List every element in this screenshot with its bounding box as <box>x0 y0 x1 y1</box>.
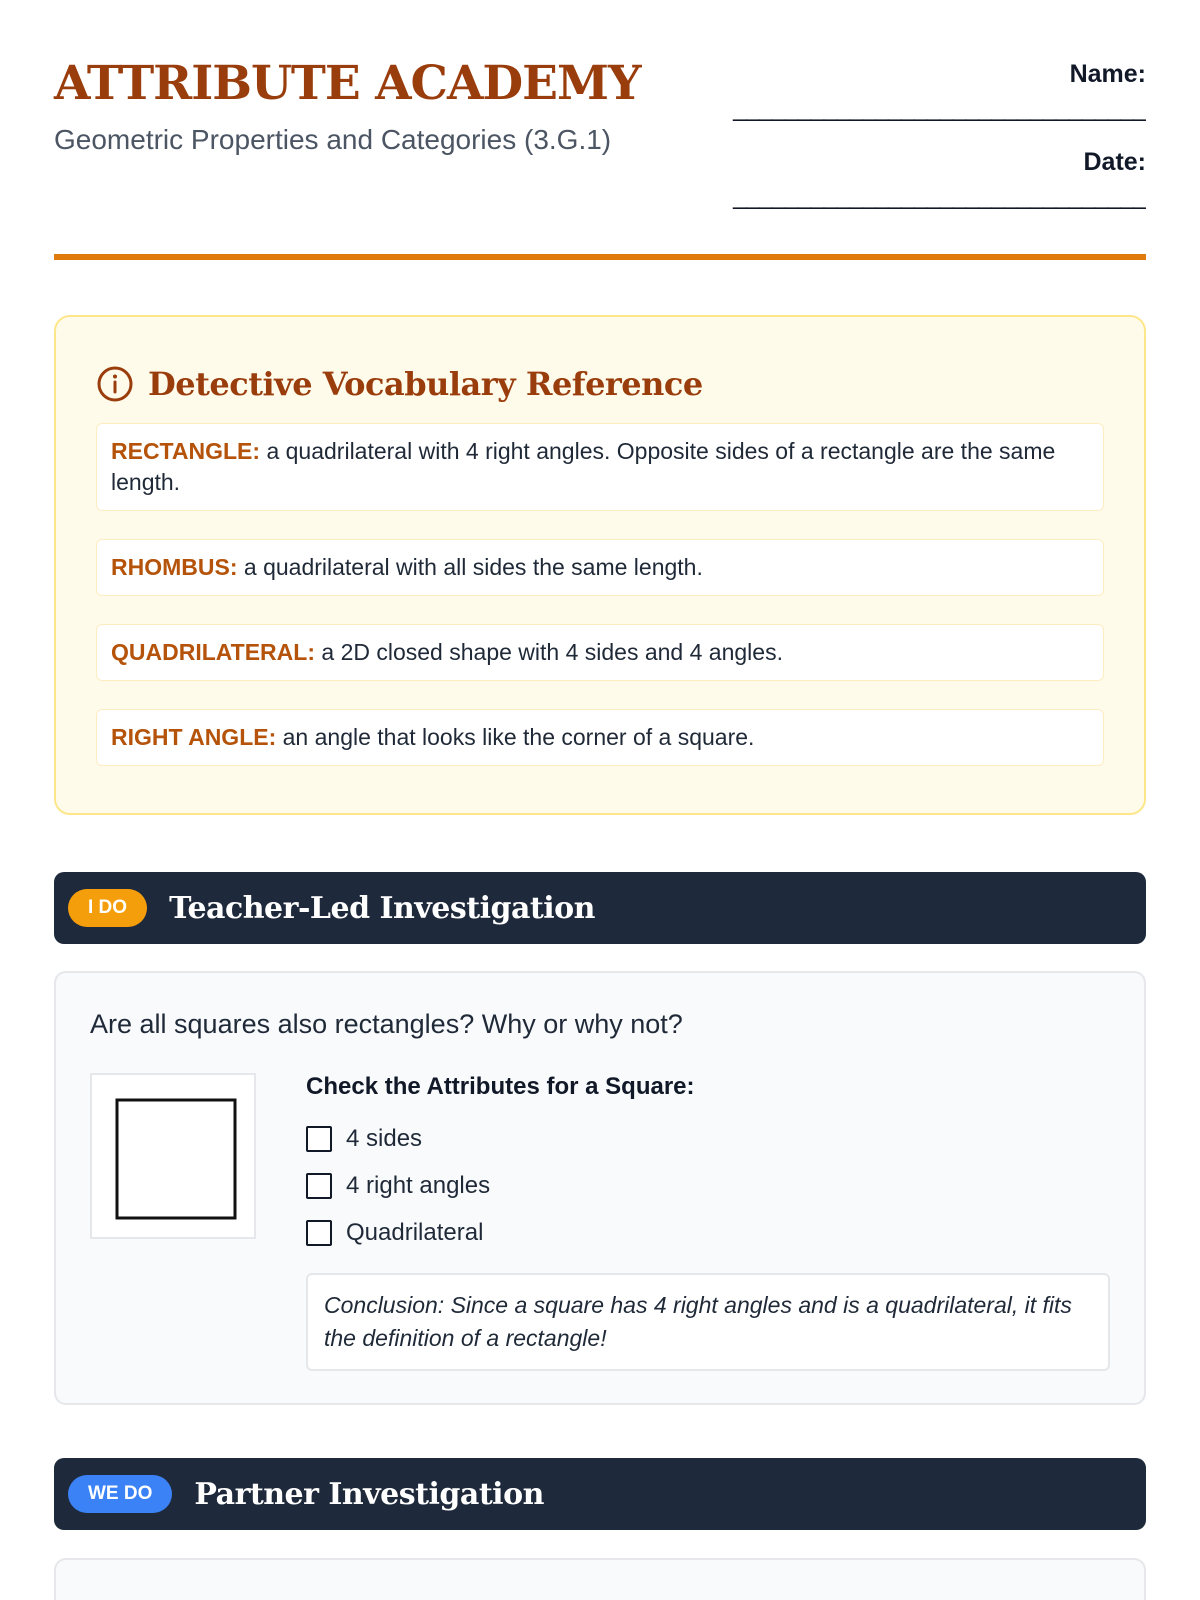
checklist-item[interactable] <box>306 1209 1110 1256</box>
we-do-card <box>54 1558 1146 1600</box>
checklist-item-label: 4 right angles <box>346 1171 491 1199</box>
page-title: ATTRIBUTE ACADEMY <box>54 56 641 111</box>
vocab-term <box>96 539 1104 596</box>
i-do-section-header <box>54 872 1146 944</box>
term-definition: a 2D closed shape with 4 sides and 4 angles. <box>315 639 783 665</box>
checkbox[interactable] <box>306 1220 332 1246</box>
term-name: RIGHT ANGLE: <box>111 724 277 750</box>
info-icon <box>96 365 134 403</box>
student-fields <box>686 54 1146 210</box>
investigation-question: Are all squares also rectangles? Why or why not? <box>90 1009 683 1039</box>
vocabulary-title: Detective Vocabulary Reference <box>148 365 703 403</box>
term-definition: a quadrilateral with 4 right angles. Opposite sides of a rectangle are the same length. <box>111 438 1056 495</box>
header-divider <box>54 254 1146 260</box>
conclusion-box: Conclusion: Since a square has 4 right angles and is a quadrilateral, it fits the definition of a rectangle! <box>306 1273 1110 1371</box>
page-subtitle: Geometric Properties and Categories (3.G.1) <box>54 124 612 155</box>
date-blank[interactable]: ________________________________ <box>733 182 1146 210</box>
we-do-section-header <box>54 1458 1146 1530</box>
term-definition: a quadrilateral with all sides the same length. <box>237 554 703 580</box>
we-do-title: Partner Investigation <box>194 1476 544 1512</box>
term-name: RHOMBUS: <box>111 554 238 580</box>
square-shape <box>92 1075 254 1237</box>
name-blank[interactable]: ________________________________ <box>733 94 1146 122</box>
checklist-item[interactable] <box>306 1162 1110 1209</box>
i-do-card <box>54 971 1146 1405</box>
name-label: Name: <box>1069 60 1146 88</box>
worksheet-header <box>54 0 1146 260</box>
term-definition: an angle that looks like the corner of a square. <box>276 724 755 750</box>
checklist-item-label: Quadrilateral <box>346 1218 484 1246</box>
vocabulary-header <box>96 361 1104 407</box>
vocabulary-box <box>54 315 1146 815</box>
vocab-term <box>96 709 1104 766</box>
square-figure <box>90 1073 256 1239</box>
i-do-badge: I DO <box>68 889 147 927</box>
attribute-checklist <box>306 1073 1110 1256</box>
vocab-term <box>96 624 1104 681</box>
checkbox[interactable] <box>306 1126 332 1152</box>
checkbox[interactable] <box>306 1173 332 1199</box>
term-name: QUADRILATERAL: <box>111 639 315 665</box>
vocab-term <box>96 423 1104 511</box>
term-name: RECTANGLE: <box>111 438 261 464</box>
i-do-title: Teacher-Led Investigation <box>169 890 595 926</box>
checklist-item-label: 4 sides <box>346 1124 423 1152</box>
checklist-title: Check the Attributes for a Square: <box>306 1073 695 1100</box>
checklist-item[interactable] <box>306 1115 1110 1162</box>
we-do-badge: WE DO <box>68 1475 172 1513</box>
date-label: Date: <box>1083 148 1146 176</box>
